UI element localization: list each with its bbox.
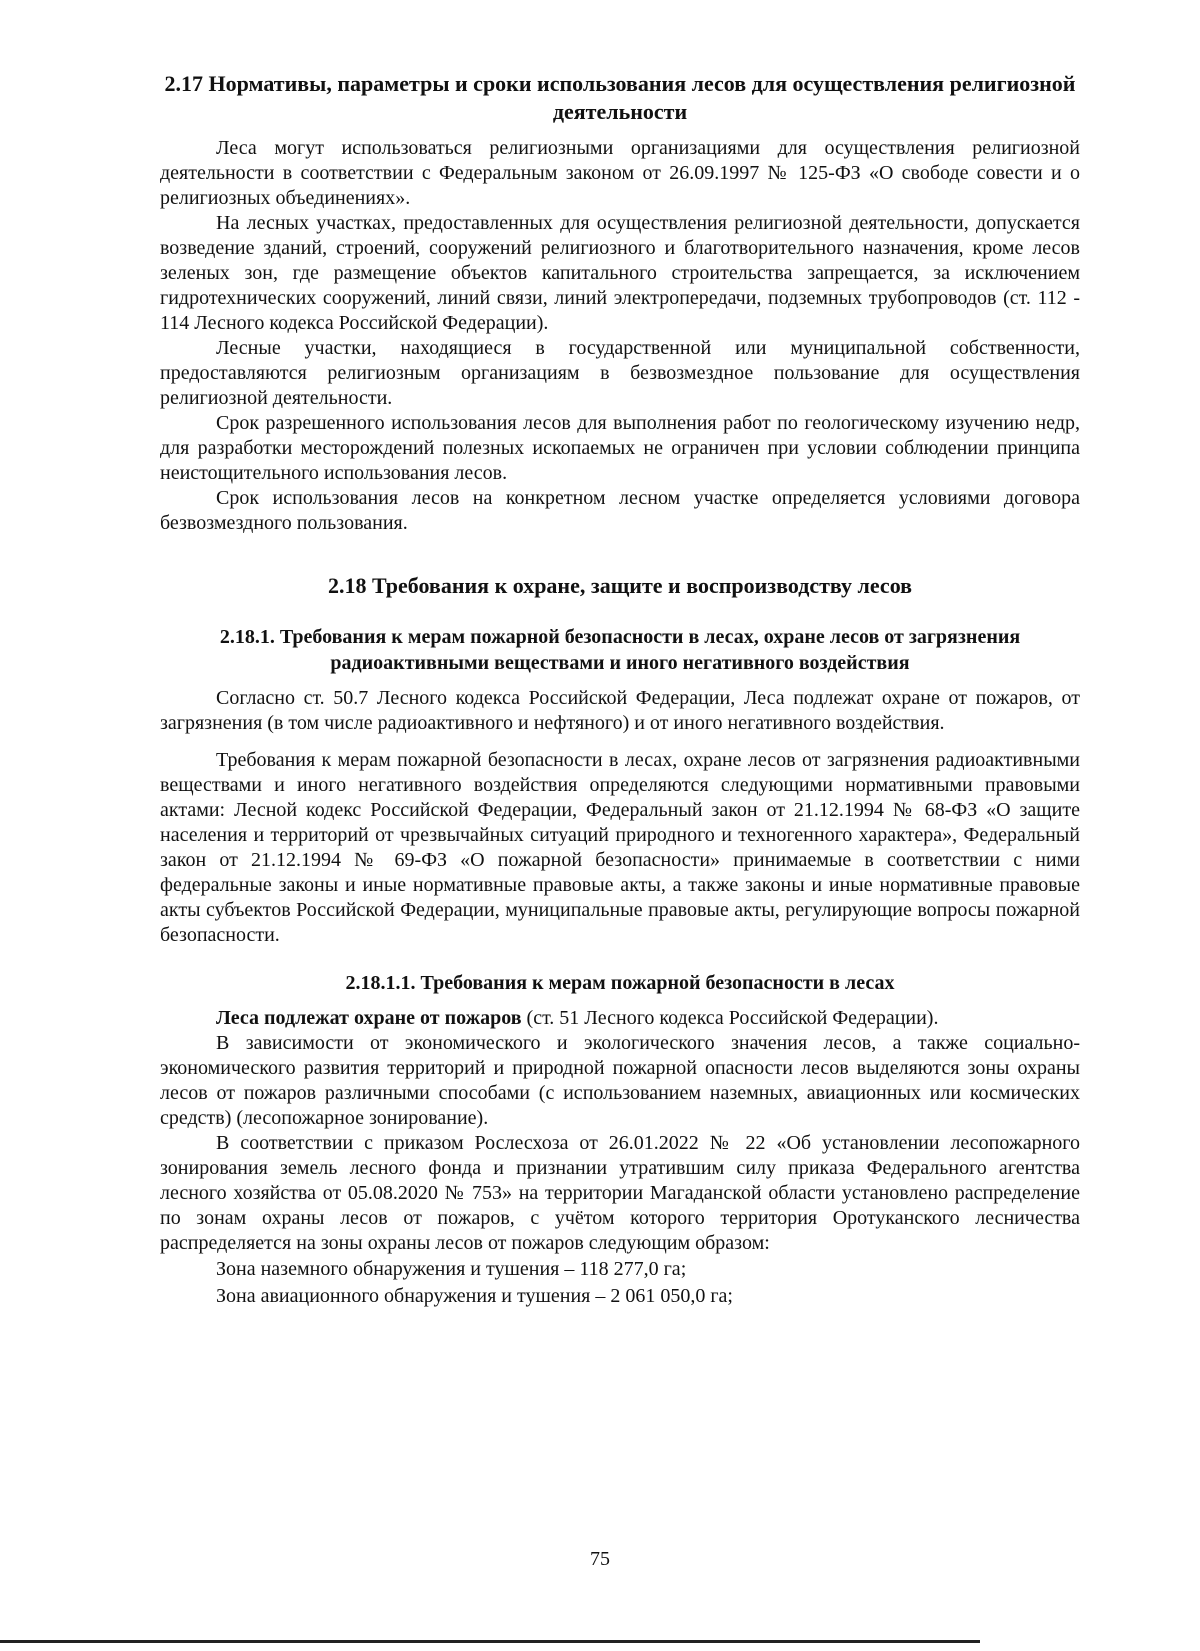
- section-2-17-paragraph: Срок использования лесов на конкретном лесном участке определяется условиями договора безвозмездного пользования.: [160, 487, 1080, 534]
- bottom-scan-line: [0, 1640, 980, 1643]
- section-2-18-1-title: 2.18.1. Требования к мерам пожарной безопасности в лесах, охране лесов от загрязнения радиоактивными веществами и иного негативного воздействия: [219, 626, 1021, 674]
- section-2-18-1-1-lead: [160, 1006, 1080, 1031]
- lead-rest-text: (ст. 51 Лесного кодекса Российской Федерации).: [521, 1007, 939, 1029]
- document-page: [160, 70, 1080, 1310]
- section-2-18-1-1-paragraph: В зависимости от экономического и экологического значения лесов, а также социально-экономического развития территорий и природной пожарной опасности лесов выделяются зоны охраны лесов от пожаров различными способами (с использованием наземных, авиационных или космических средств) (лесопожарное зонирование).: [160, 1032, 1080, 1129]
- section-2-18-1-paragraph: Требования к мерам пожарной безопасности в лесах, охране лесов от загрязнения радиоактивными веществами и иного негативного воздействия определяются следующими нормативными правовыми актами: Лесной кодекс Российской Федерации, Федеральный закон от 21.12.1994 № 68-ФЗ «О защите населения и территорий от чрезвычайных ситуаций природного и техногенного характера», Федеральный закон от 21.12.1994 № 69-ФЗ «О пожарной безопасности» принимаемые в соответствии с ними федеральные законы и иные нормативные правовые акты, а также законы и иные нормативные правовые акты субъектов Российской Федерации, муниципальные правовые акты, регулирующие вопросы пожарной безопасности.: [160, 749, 1080, 946]
- section-2-17-paragraph: На лесных участках, предоставленных для осуществления религиозной деятельности, допускается возведение зданий, строений, сооружений религиозного и благотворительного назначения, кроме лесов зеленых зон, где размещение объектов капитального строительства запрещается, за исключением гидротехнических сооружений, линий связи, линий электропередачи, подземных трубопроводов (ст. 112 - 114 Лесного кодекса Российской Федерации).: [160, 212, 1080, 334]
- section-2-17-title: 2.17 Нормативы, параметры и сроки использования лесов для осуществления религиозной деятельности: [164, 71, 1076, 124]
- zone-item: Зона наземного обнаружения и тушения – 118 277,0 га;: [216, 1258, 687, 1280]
- section-2-18-title: 2.18 Требования к охране, защите и воспроизводству лесов: [327, 573, 913, 598]
- section-2-17-paragraph: Срок разрешенного использования лесов для выполнения работ по геологическому изучению недр, для разработки месторождений полезных ископаемых не ограничен при условии соблюдении принципа неистощительного использования лесов.: [160, 412, 1080, 484]
- section-2-17-paragraph: Леса могут использоваться религиозными организациями для осуществления религиозной деятельности в соответствии с Федеральным законом от 26.09.1997 № 125-ФЗ «О свободе совести и о религиозных объединениях».: [160, 137, 1080, 209]
- lead-bold-text: Леса подлежат охране от пожаров: [216, 1007, 522, 1029]
- section-2-17-paragraph: Лесные участки, находящиеся в государственной или муниципальной собственности, предоставляются религиозным организациям в безвозмездное пользование для осуществления религиозной деятельности.: [160, 337, 1080, 409]
- page-number: 75: [590, 1548, 610, 1570]
- section-2-18-1-1-paragraph: В соответствии с приказом Рослесхоза от 26.01.2022 № 22 «Об установлении лесопожарного зонирования земель лесного фонда и признании утратившим силу приказа Федерального агентства лесного хозяйства от 05.08.2020 № 753» на территории Магаданской области установлено распределение по зонам охраны лесов от пожаров, с учётом которого территория Оротуканского лесничества распределяется на зоны охраны лесов от пожаров следующим образом:: [160, 1132, 1080, 1254]
- section-2-18-1-paragraph: Согласно ст. 50.7 Лесного кодекса Российской Федерации, Леса подлежат охране от пожаров, от загрязнения (в том числе радиоактивного и нефтяного) и от иного негативного воздействия.: [160, 687, 1080, 734]
- section-2-18-1-1-title: 2.18.1.1. Требования к мерам пожарной безопасности в лесах: [345, 972, 895, 994]
- zone-item: Зона авиационного обнаружения и тушения – 2 061 050,0 га;: [216, 1285, 733, 1307]
